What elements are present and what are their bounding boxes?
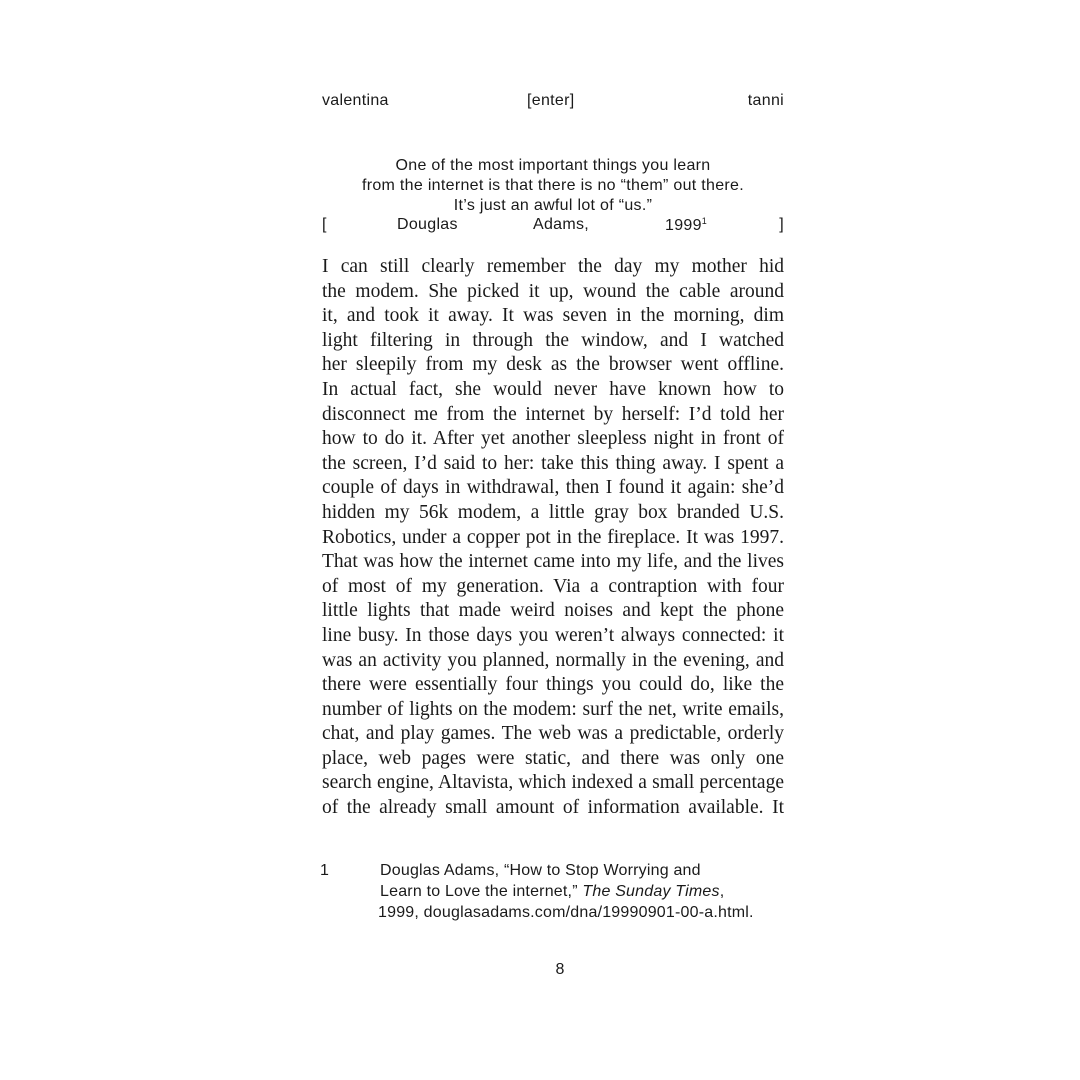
body-line: there were essentially four things you could do, like the [322, 674, 784, 696]
footnote-text [380, 860, 784, 923]
footnote-number: 1 [320, 862, 330, 879]
body-line: of most of my generation. Via a contraption with four [322, 575, 784, 597]
body-line: Robotics, under a copper pot in the fireplace. It was 1997. [322, 526, 784, 548]
footnote-line-suffix: , [719, 883, 725, 900]
body-line: hidden my 56k modem, a little gray box branded U.S. [322, 501, 784, 523]
body-line: little lights that made weird noises and kept the phone [322, 600, 784, 622]
body-line: I can still clearly remember the day my mother hid [322, 256, 784, 277]
body-line: chat, and play games. The web was a predictable, orderly [322, 723, 784, 745]
running-head-chapter: [enter] [527, 92, 575, 109]
epigraph-line: One of the most important things you learn [395, 157, 711, 174]
attribution-first-name: Douglas [397, 216, 458, 233]
footnote-line [380, 881, 784, 902]
body-line: disconnect me from the internet by herself: I’d told her [322, 403, 784, 425]
body-line: That was how the internet came into my life, and the lives [322, 551, 784, 573]
epigraph-line: from the internet is that there is no “them” out there. [361, 177, 744, 194]
attribution-last-name: Adams, [533, 216, 590, 233]
body-line: couple of days in withdrawal, then I found it again: she’d [322, 477, 784, 499]
epigraph-line: It’s just an awful lot of “us.” [453, 197, 653, 214]
footnote-reference[interactable]: 1 [701, 216, 708, 226]
attribution-year-value: 1999 [665, 217, 702, 234]
body-line: the screen, I’d said to her: take this thing away. I spent a [322, 452, 784, 474]
epigraph-attribution [322, 216, 784, 238]
epigraph [322, 156, 784, 216]
body-line: search engine, Altavista, which indexed a small percentage [322, 772, 784, 794]
body-line: In actual fact, she would never have known how to [322, 378, 784, 400]
running-head-author-first: valentina [322, 92, 389, 109]
body-line: how to do it. After yet another sleepless night in front of [322, 428, 784, 450]
body-line: the modem. She picked it up, wound the cable around [322, 280, 784, 302]
footnote-url-line: 1999, douglasadams.com/dna/19990901-00-a.html. [378, 904, 754, 921]
footnote-line-prefix: Learn to Love the internet,” [380, 883, 583, 900]
body-line: place, web pages were static, and there was only one [322, 747, 784, 769]
attribution-close-bracket: ] [779, 216, 784, 233]
body-line: number of lights on the modem: surf the net, write emails, [322, 698, 784, 720]
body-line: of the already small amount of information available. It [322, 797, 784, 819]
body-line: line busy. In those days you weren’t always connected: it [322, 624, 784, 646]
running-head [322, 92, 784, 116]
footnote-line: Douglas Adams, “How to Stop Worrying and [380, 862, 701, 879]
running-head-author-last: tanni [747, 92, 784, 109]
body-line: was an activity you planned, normally in the evening, and [322, 649, 784, 671]
page-number: 8 [555, 961, 565, 978]
body-line: her sleepily from my desk as the browser went offline. [322, 354, 784, 376]
body-paragraph [322, 255, 784, 821]
footnote-publication-title: The Sunday Times [582, 883, 720, 900]
body-line: light filtering in through the window, and I watched [322, 329, 784, 351]
body-line: it, and took it away. It was seven in the morning, dim [322, 305, 784, 327]
attribution-open-bracket: [ [322, 216, 327, 233]
attribution-year [665, 216, 707, 235]
